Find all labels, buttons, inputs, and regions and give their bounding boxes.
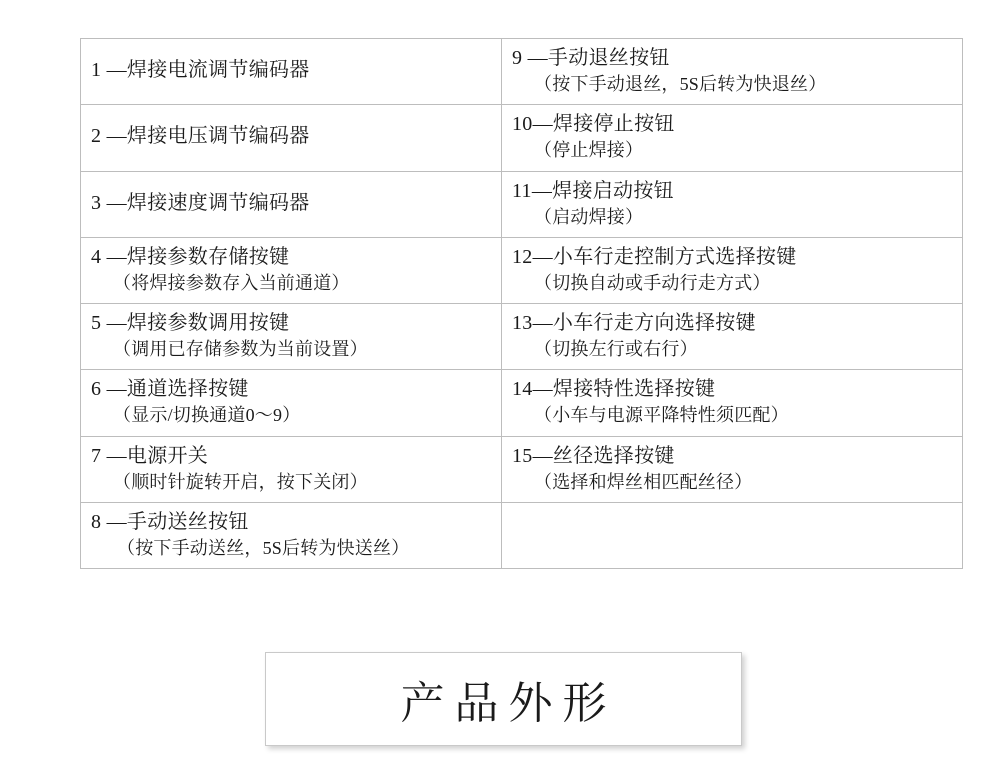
table-row [81, 304, 963, 370]
legend-entry-label: 2 —焊接电压调节编码器 [91, 125, 310, 148]
legend-cell-11 [502, 171, 963, 237]
legend-cell-12 [502, 237, 963, 303]
legend-entry-note: （将焊接参数存入当前通道） [113, 272, 350, 293]
legend-entry-label: 12—小车行走控制方式选择按键 [512, 245, 797, 268]
legend-entry-12 [512, 244, 952, 295]
legend-entry-2 [91, 123, 491, 150]
legend-cell-9 [502, 39, 963, 105]
legend-cell-3 [81, 171, 502, 237]
legend-entry-7 [91, 443, 491, 494]
legend-entry-10 [512, 111, 952, 162]
control-legend-table [80, 38, 963, 569]
legend-cell-14 [502, 370, 963, 436]
table-row [81, 503, 963, 569]
legend-cell-7 [81, 436, 502, 502]
legend-entry-note: （调用已存储参数为当前设置） [113, 339, 368, 360]
table-row [81, 105, 963, 171]
legend-cell-15 [502, 436, 963, 502]
legend-cell-13 [502, 304, 963, 370]
legend-entry-11 [512, 178, 952, 229]
legend-entry-label: 15—丝径选择按键 [512, 444, 675, 467]
legend-entry-note: （启动焊接） [534, 206, 644, 227]
legend-entry-note: （顺时针旋转开启，按下关闭） [113, 471, 368, 492]
legend-entry-3 [91, 190, 491, 217]
legend-cell-5 [81, 304, 502, 370]
legend-entry-label: 14—焊接特性选择按键 [512, 378, 716, 401]
legend-entry-label: 4 —焊接参数存储按键 [91, 245, 290, 268]
table-row [81, 39, 963, 105]
table-row [81, 370, 963, 436]
legend-entry-note: （切换自动或手动行走方式） [534, 272, 771, 293]
table-row [81, 237, 963, 303]
legend-entry-4 [91, 244, 491, 295]
legend-entry-note: （显示/切换通道0～9） [113, 405, 301, 426]
legend-entry-9 [512, 45, 952, 96]
table-row [81, 436, 963, 502]
legend-cell-1 [81, 39, 502, 105]
legend-cell-6 [81, 370, 502, 436]
legend-entry-label: 3 —焊接速度调节编码器 [91, 191, 310, 214]
legend-entry-note: （按下手动退丝，5S后转为快退丝） [534, 74, 827, 94]
legend-entry-5 [91, 310, 491, 361]
legend-cell-8 [81, 503, 502, 569]
legend-entry-note: （停止焊接） [534, 140, 644, 161]
legend-cell-2 [81, 105, 502, 171]
legend-entry-14 [512, 376, 952, 427]
legend-entry-label: 11—焊接启动按钮 [512, 179, 674, 202]
legend-cell-4 [81, 237, 502, 303]
legend-entry-6 [91, 376, 491, 427]
legend-cell-empty [502, 503, 963, 569]
legend-entry-label: 13—小车行走方向选择按键 [512, 312, 756, 335]
legend-entry-label: 7 —电源开关 [91, 444, 209, 467]
legend-entry-label: 6 —通道选择按键 [91, 378, 249, 401]
legend-entry-label: 5 —焊接参数调用按键 [91, 312, 290, 335]
section-banner [265, 652, 742, 746]
legend-entry-note: （选择和焊丝相匹配丝径） [534, 471, 753, 492]
legend-entry-8 [91, 509, 491, 560]
legend-entry-13 [512, 310, 952, 361]
legend-entry-note: （切换左行或右行） [534, 339, 698, 360]
table-row [81, 171, 963, 237]
legend-entry-label: 8 —手动送丝按钮 [91, 511, 249, 534]
section-title: 产品外形 [400, 678, 617, 729]
legend-entry-label: 9 —手动退丝按钮 [512, 47, 670, 69]
legend-entry-note: （小车与电源平降特性须匹配） [534, 405, 789, 426]
legend-entry-15 [512, 443, 952, 494]
legend-cell-10 [502, 105, 963, 171]
legend-table-body [81, 39, 963, 569]
legend-entry-label: 1 —焊接电流调节编码器 [91, 59, 310, 82]
legend-entry-note: （按下手动送丝，5S后转为快送丝） [117, 538, 410, 559]
legend-entry-1 [91, 57, 491, 84]
legend-entry-label: 10—焊接停止按钮 [512, 113, 675, 136]
